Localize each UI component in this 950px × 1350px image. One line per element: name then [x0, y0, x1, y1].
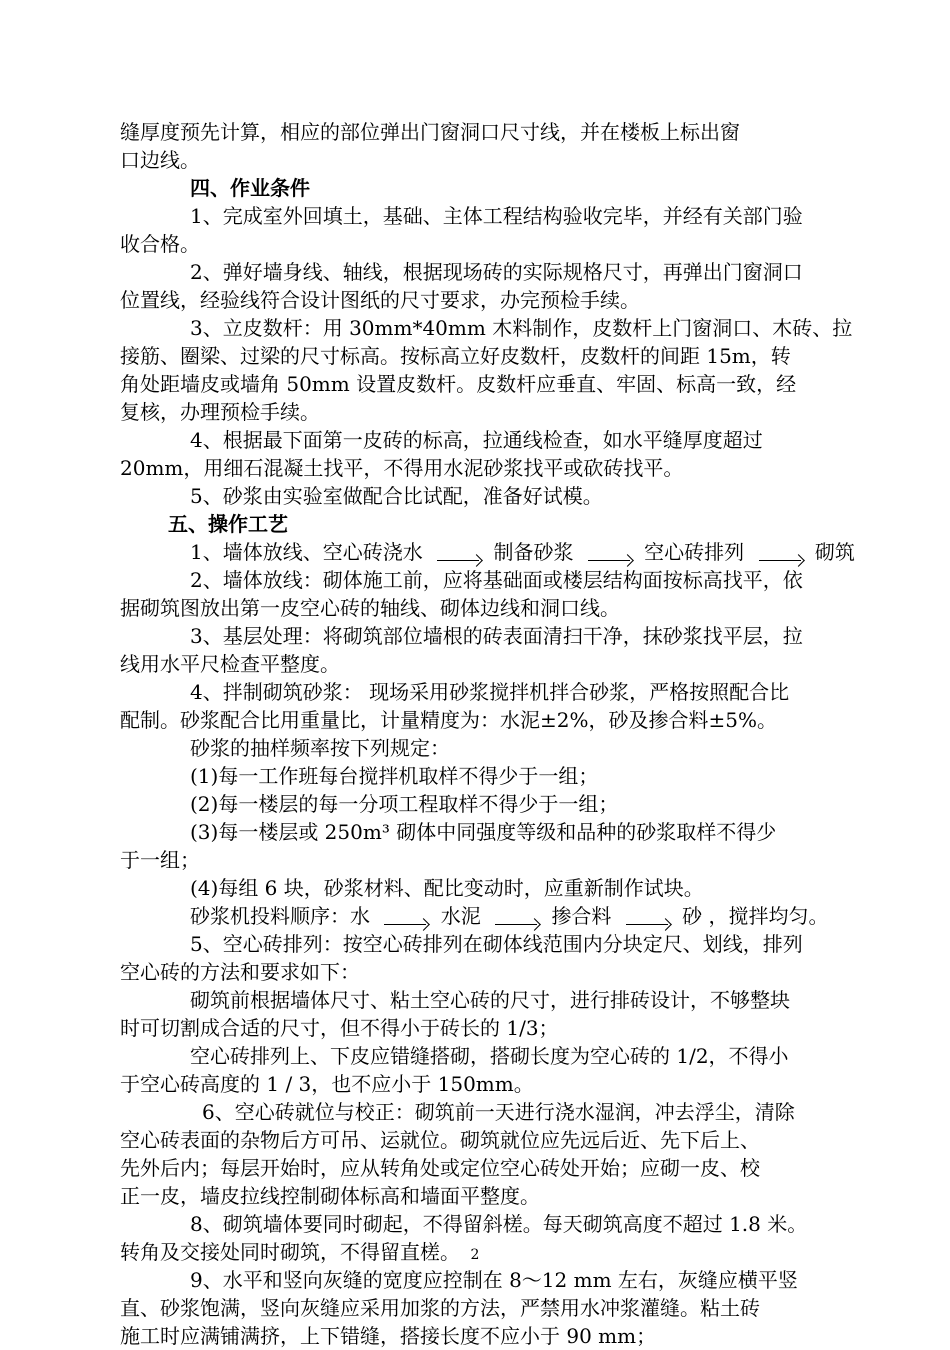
text-line: (3)每一楼层或 250m³ 砌体中同强度等级和品种的砂浆取样不得少	[190, 820, 777, 844]
text-line: 空心砖排列上、下皮应错缝搭砌，搭砌长度为空心砖的 1/2，不得小	[190, 1044, 789, 1068]
section-heading: 五、操作工艺	[168, 512, 288, 536]
flow-step: 掺合料	[551, 904, 612, 928]
flow-step: 水泥	[440, 904, 481, 928]
text-line: 2、弹好墙身线、轴线，根据现场砖的实际规格尺寸，再弹出门窗洞口	[190, 260, 803, 284]
process-flow-line	[190, 902, 829, 930]
text-line: 先外后内；每层开始时，应从转角处或定位空心砖处开始；应砌一皮、校	[120, 1156, 760, 1180]
page-number: 2	[470, 1247, 480, 1263]
text-line: 空心砖表面的杂物后方可吊、运就位。砌筑就位应先远后近、先下后上、	[120, 1128, 760, 1152]
text-line: 3、基层处理：将砌筑部位墙根的砖表面清扫干净，抹砂浆找平层，拉	[190, 624, 803, 648]
text-line: 配制。砂浆配合比用重量比，计量精度为：水泥±2%，砂及掺合料±5%。	[120, 708, 777, 732]
text-line: 施工时应满铺满挤，上下错缝，搭接长度不应小于 90 mm；	[120, 1324, 657, 1348]
text-line: 收合格。	[120, 232, 200, 256]
flow-step: 砂浆机投料顺序：水	[190, 904, 370, 928]
arrow-right-icon	[487, 908, 545, 928]
text-line: 砂浆的抽样频率按下列规定：	[190, 736, 450, 760]
arrow-right-icon	[751, 544, 809, 564]
text-line: 2、墙体放线：砌体施工前，应将基础面或楼层结构面按标高找平，依	[190, 568, 803, 592]
flow-step: 砌筑	[814, 540, 855, 564]
text-line: 口边线。	[120, 148, 200, 172]
text-line: 时可切割成合适的尺寸，但不得小于砖长的 1/3；	[120, 1016, 559, 1040]
arrow-right-icon	[429, 544, 487, 564]
text-line: 9、水平和竖向灰缝的宽度应控制在 8～12 mm 左右，灰缝应横平竖	[190, 1268, 798, 1292]
flow-step: 制备砂浆	[493, 540, 574, 564]
flow-step: 1、墙体放线、空心砖浇水	[190, 540, 423, 564]
text-line: 于一组；	[120, 848, 200, 872]
arrow-right-icon	[580, 544, 638, 564]
text-line: 空心砖的方法和要求如下：	[120, 960, 360, 984]
flow-step: 空心砖排列	[644, 540, 745, 564]
arrow-right-icon	[376, 908, 434, 928]
text-line: 直、砂浆饱满，竖向灰缝应采用加浆的方法，严禁用水冲浆灌缝。粘土砖	[120, 1296, 760, 1320]
section-heading: 四、作业条件	[190, 176, 310, 200]
text-line: 转角及交接处同时砌筑，不得留直槎。	[120, 1240, 460, 1264]
text-line: 3、立皮数杆：用 30mm*40mm 木料制作，皮数杆上门窗洞口、木砖、拉	[190, 316, 853, 340]
text-line: 6、空心砖就位与校正：砌筑前一天进行浇水湿润，冲去浮尘，清除	[202, 1100, 795, 1124]
text-line: (4)每组 6 块，砂浆材料、配比变动时，应重新制作试块。	[190, 876, 704, 900]
text-line: 线用水平尺检查平整度。	[120, 652, 340, 676]
text-line: 8、砌筑墙体要同时砌起，不得留斜槎。每天砌筑高度不超过 1.8 米。	[190, 1212, 808, 1236]
text-line: 角处距墙皮或墙角 50mm 设置皮数杆。皮数杆应垂直、牢固、标高一致，经	[120, 372, 797, 396]
text-line: 20mm，用细石混凝土找平，不得用水泥砂浆找平或砍砖找平。	[120, 456, 684, 480]
text-line: (2)每一楼层的每一分项工程取样不得少于一组；	[190, 792, 619, 816]
text-line: 位置线，经验线符合设计图纸的尺寸要求，办完预检手续。	[120, 288, 640, 312]
flow-step: ，搅拌均匀。	[708, 904, 829, 928]
flow-step: 砂	[682, 904, 703, 928]
text-line: 4、根据最下面第一皮砖的标高，拉通线检查，如水平缝厚度超过	[190, 428, 763, 452]
process-flow-line	[190, 538, 855, 566]
text-line: 复核，办理预检手续。	[120, 400, 320, 424]
text-line: (1)每一工作班每台搅拌机取样不得少于一组；	[190, 764, 599, 788]
text-line: 1、完成室外回填土，基础、主体工程结构验收完毕，并经有关部门验	[190, 204, 803, 228]
text-line: 正一皮，墙皮拉线控制砌体标高和墙面平整度。	[120, 1184, 540, 1208]
text-line: 缝厚度预先计算，相应的部位弹出门窗洞口尺寸线，并在楼板上标出窗	[120, 120, 740, 144]
text-line: 5、砂浆由实验室做配合比试配，准备好试模。	[190, 484, 603, 508]
text-line: 据砌筑图放出第一皮空心砖的轴线、砌体边线和洞口线。	[120, 596, 620, 620]
text-line: 5、空心砖排列：按空心砖排列在砌体线范围内分块定尺、划线，排列	[190, 932, 803, 956]
text-line: 砌筑前根据墙体尺寸、粘土空心砖的尺寸，进行排砖设计，不够整块	[190, 988, 790, 1012]
arrow-right-icon	[618, 908, 676, 928]
text-line: 接筋、圈梁、过梁的尺寸标高。按标高立好皮数杆，皮数杆的间距 15m，转	[120, 344, 791, 368]
text-line: 4、拌制砌筑砂浆： 现场采用砂浆搅拌机拌合砂浆，严格按照配合比	[190, 680, 790, 704]
text-line: 于空心砖高度的 1 / 3，也不应小于 150mm。	[120, 1072, 534, 1096]
